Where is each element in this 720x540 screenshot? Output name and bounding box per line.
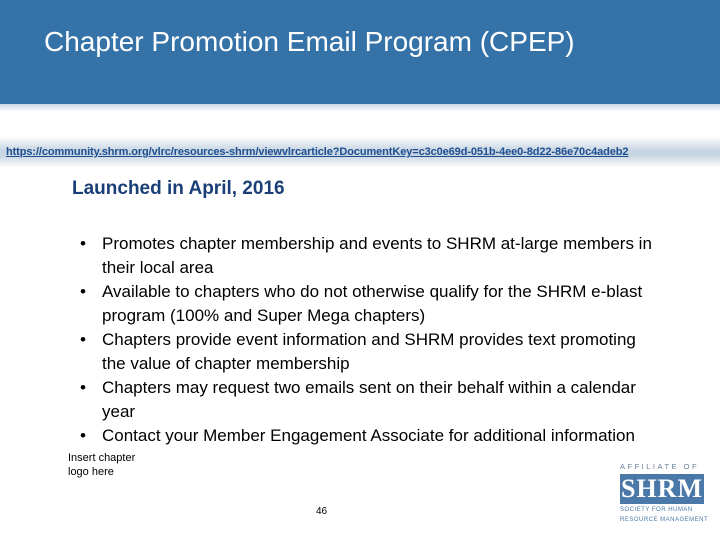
shrm-wordmark: SHRM	[621, 474, 703, 503]
bullet-item	[80, 424, 660, 448]
logo-placeholder-note	[68, 451, 158, 479]
bullet-item	[80, 376, 660, 424]
logo-placeholder-line2: logo here	[68, 466, 114, 478]
resource-link[interactable]: https://community.shrm.org/vlrc/resources-shrm/viewvlrcarticle?DocumentKey=c3c0e69d-051b-4ee0-8d22-86e70c4adeb2	[6, 146, 629, 158]
shrm-tagline-line2: RESOURCE MANAGEMENT	[620, 517, 709, 523]
title-banner	[0, 0, 720, 104]
launch-subtitle: Launched in April, 2016	[72, 178, 285, 199]
bullet-text: Chapters may request two emails sent on their behalf within a calendar year	[102, 378, 636, 421]
logo-placeholder-line1: Insert chapter	[68, 452, 136, 464]
bullet-text: Promotes chapter membership and events to SHRM at-large members in their local area	[102, 234, 652, 277]
bullet-item	[80, 232, 660, 280]
banner-shadow	[0, 104, 720, 112]
bullet-list	[80, 232, 660, 448]
bullet-marker: •	[80, 282, 86, 301]
bullet-marker: •	[80, 330, 86, 349]
bullet-marker: •	[80, 378, 86, 397]
bullet-marker: •	[80, 234, 86, 253]
shrm-affiliate-logo	[620, 462, 712, 534]
bullet-text: Available to chapters who do not otherwise qualify for the SHRM e-blast program (100% and Super Mega chapters)	[102, 282, 643, 325]
bullet-item	[80, 328, 660, 376]
bullet-item	[80, 280, 660, 328]
bullet-text: Chapters provide event information and SHRM provides text promoting the value of chapter membership	[102, 330, 636, 373]
slide-title: Chapter Promotion Email Program (CPEP)	[44, 26, 575, 57]
bullet-text: Contact your Member Engagement Associate for additional information	[102, 426, 635, 445]
shrm-tagline-line1: SOCIETY FOR HUMAN	[620, 507, 693, 513]
page-number: 46	[316, 506, 328, 517]
bullet-marker: •	[80, 426, 86, 445]
affiliate-label: AFFILIATE OF	[620, 462, 700, 471]
